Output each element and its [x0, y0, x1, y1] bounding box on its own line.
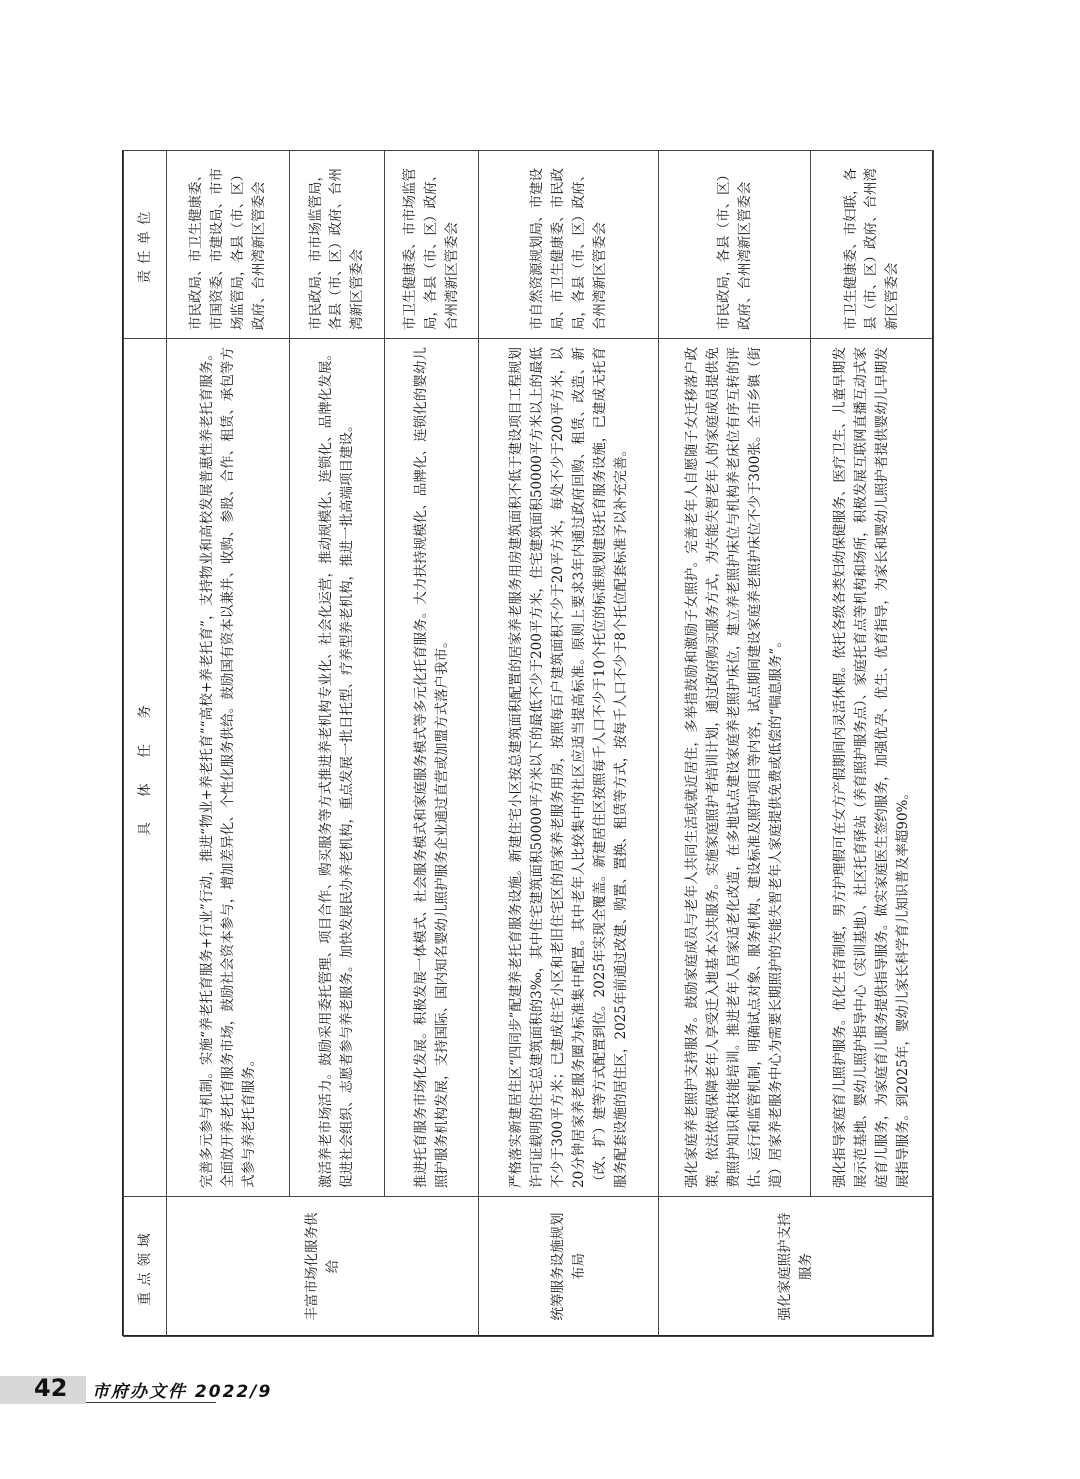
publication-issue: 2022/9	[194, 1382, 273, 1402]
footer-underline	[86, 1402, 216, 1403]
unit-cell: 市民政局，各县（市、区）政府、台州湾新区管委会	[659, 151, 810, 339]
table-row	[479, 151, 659, 1337]
table-row	[290, 151, 385, 1337]
header-key-area: 重点领域	[124, 1197, 167, 1337]
unit-cell: 市自然资源规划局、市建设局、市卫生健康委、市民政局，各县（市、区）政府、台州湾新区管委会	[479, 151, 659, 339]
task-cell: 强化家庭养老照护支持服务。鼓励家庭成员与老年人共同生活或就近居住，多举措鼓励和激励子女照护。完善老年人自愿随子女迁移落户政策，依法依规保障老年人享受迁入地基本公共服务。实施家庭照护者培训计划，通过政府购买服务方式，为失能失智老年人的家庭成员提供免费照护知识和技能培训。推进老年人居家适老化改造，在多地试点建设家庭养老照护床位，建立养老照护床位与机构养老床位有序互转的评估、运行和监管机制，明确试点对象、服务机构、建设标准及照护项目等内容，试点期间建设家庭养老照护床位不少于300张。全市乡镇（街道）居家养老服务中心为需要长期照护的失能失智老年人家庭提供免费或低偿的“喘息服务”。	[659, 339, 810, 1197]
area-cell: 统筹服务设施规划布局	[479, 1197, 659, 1337]
task-cell: 严格落实新建居住区“四同步”配建养老托育服务设施。新建住宅小区按总建筑面积配置的居家养老服务用房建筑面积不低于建设项目工程规划许可证载明的住宅总建筑面积的3‰，其中住宅建筑面积50000平方米以下的最低不少于200平方米，住宅建筑面积50000平方米以上的最低不少于300平方米；已建成住宅小区和老旧住宅区的居家养老服务用房，按照每百户建筑面积不少于20平方米，每处不少于200平方米，以20分钟居家养老服务圈为标准集中配置。其中老年人比较集中的社区应适当提高标准。原则上要求3年内通过政府回购、租赁、改造、新（改、扩）建等方式配置到位。2025年实现全覆盖。新建居住区按照每千人口不少于10个托位的标准规划建设托育服务设施，已建成无托育服务配套设施的居住区，2025年前通过改建、购置、置换、租赁等方式，按每千人口不少于8个托位配套标准予以补充完善。	[479, 339, 659, 1197]
area-cell: 丰富市场化服务供给	[167, 1197, 479, 1337]
publication-title	[92, 1377, 272, 1402]
table-header-row	[124, 151, 167, 1337]
page-number: 42	[34, 1374, 68, 1402]
policy-task-table	[123, 150, 934, 1337]
header-responsible-unit: 责任单位	[124, 151, 167, 339]
rotated-table-container	[123, 151, 934, 1337]
unit-cell: 市民政局、市市场监管局，各县（市、区）政府、台州湾新区管委会	[290, 151, 385, 339]
unit-cell: 市卫生健康委、市妇联，各县（市、区）政府、台州湾新区管委会	[810, 151, 933, 339]
table-row	[384, 151, 479, 1337]
table-row	[659, 151, 810, 1337]
table-row	[167, 151, 290, 1337]
publication-name: 市府办文件	[92, 1382, 187, 1402]
header-specific-task: 具 体 任 务	[124, 339, 167, 1197]
policy-table-frame	[122, 150, 933, 1336]
table-row	[810, 151, 933, 1337]
task-cell: 推进托育服务市场化发展。积极发展一体模式、社会服务模式和家庭服务模式等多元化托育服务。大力扶持规模化、品牌化、连锁化的婴幼儿照护服务机构发展，支持国际、国内知名婴幼儿照护服务企业通过直营或加盟方式落户我市。	[384, 339, 479, 1197]
task-cell: 强化指导家庭育儿照护服务。优化生育制度，男方护理假可在女方产假期间内灵活休假。依托各级各类妇幼保健服务、医疗卫生、儿童早期发展示范基地、婴幼儿照护指导中心（实训基地）、社区托育驿站（养育照护服务点）、家庭托育点等机构和场所，积极发展互联网直播互动式家庭育儿服务，为家庭育儿服务提供指导服务。做实家庭医生签约服务，加强优孕、优生、优育指导，为家长和婴幼儿照护者提供婴幼儿早期发展指导服务。到2025年，婴幼儿家长科学育儿知识普及率超90%。	[810, 339, 933, 1197]
task-cell: 激活养老市场活力。鼓励采用委托管理、项目合作、购买服务等方式推进养老机构专业化、社会化运营，推动规模化、连锁化、品牌化发展。促进社会组织、志愿者参与养老服务。加快发展民办养老机构，重点发展一批日托型、疗养型养老机构，推进一批高端项目建设。	[290, 339, 385, 1197]
unit-cell: 市民政局、市卫生健康委、市国资委、市建设局、市市场监管局，各县（市、区）政府、台州湾新区管委会	[167, 151, 290, 339]
area-cell: 强化家庭照护支持服务	[659, 1197, 934, 1337]
unit-cell: 市卫生健康委、市市场监管局，各县（市、区）政府、台州湾新区管委会	[384, 151, 479, 339]
task-cell: 完善多元参与机制。实施“养老托育服务+行业”行动，推进“物业+养老托育”“高校+养老托育”，支持物业和高校发展普惠性养老托育服务。全面放开养老托育服务市场，鼓励社会资本参与，增加差异化、个性化服务供给。鼓励国有资本以兼并、收购、参股、合作、租赁、承包等方式参与养老托育服务。	[167, 339, 290, 1197]
